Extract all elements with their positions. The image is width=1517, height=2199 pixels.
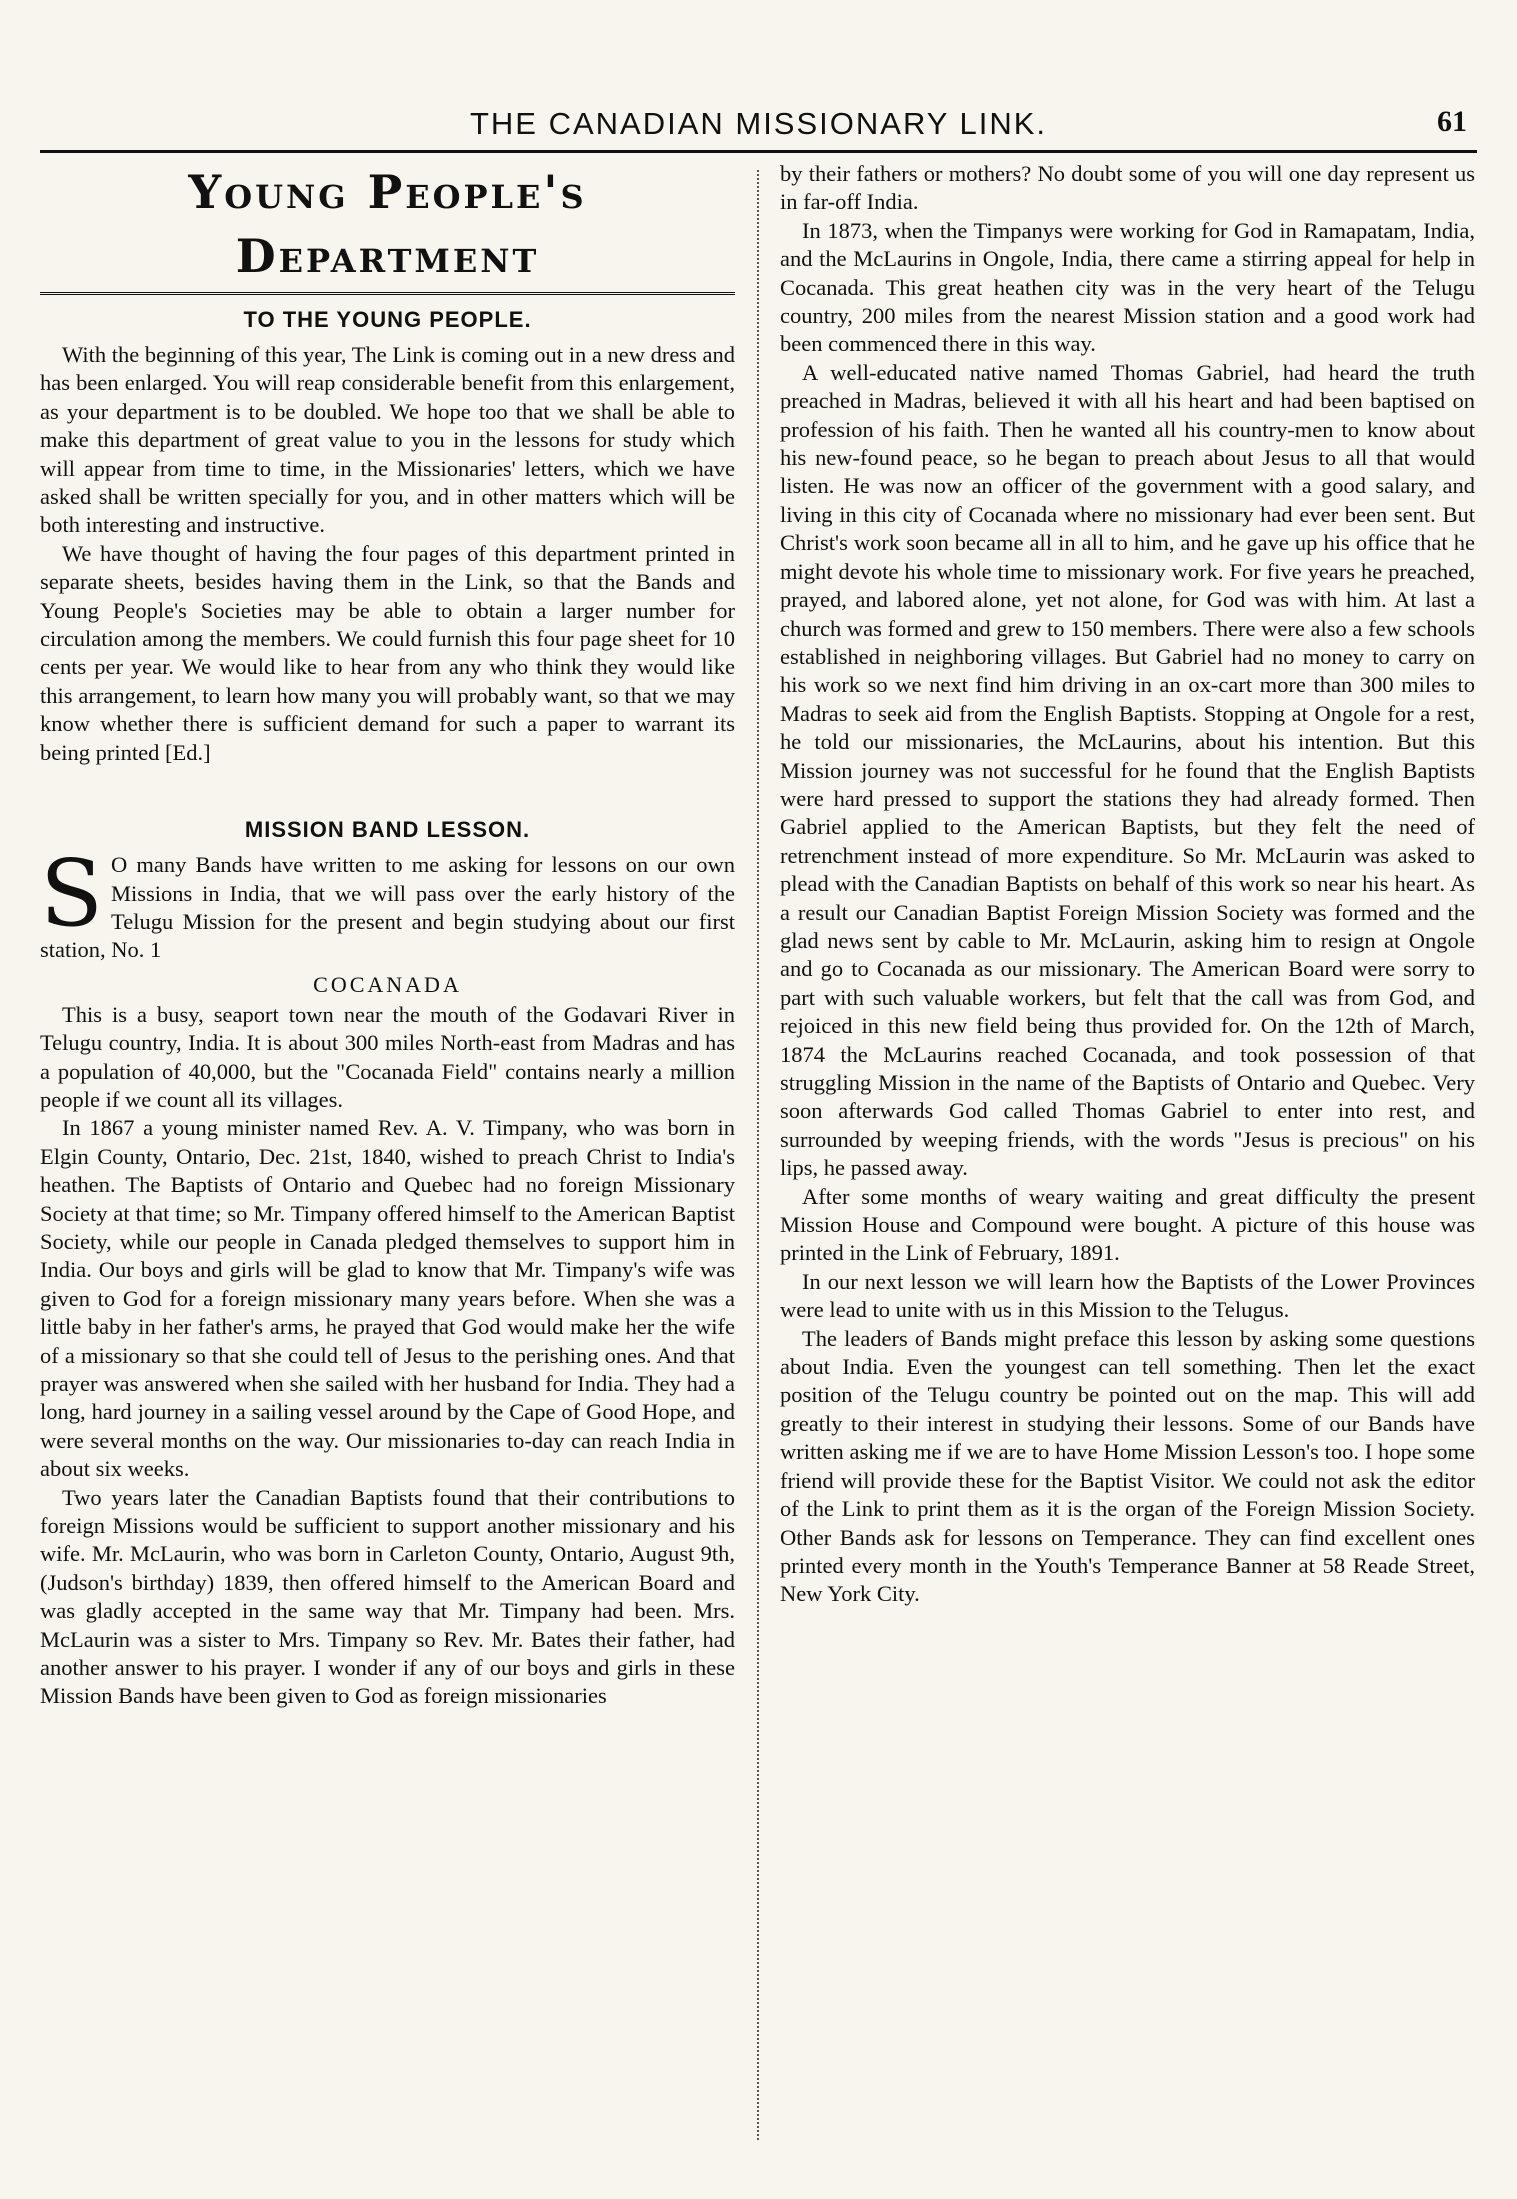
- intro-text: O many Bands have written to me asking for lessons on our own Missions in India, that we will pass over the early history of the Telugu Mission for the present and begin studying about our first station, No. 1: [40, 852, 735, 963]
- paragraph: In 1873, when the Timpanys were working for God in Ramapatam, India, and the McLaurins in Ongole, India, there came a stirring appeal for help in Cocanada. This great heathen city was in the very heart of the Telugu country, 200 miles from the nearest Mission station and a good work had been commenced there in this way.: [780, 217, 1475, 357]
- paragraph: This is a busy, seaport town near the mouth of the Godavari River in Telugu country, India. It is about 300 miles North-east from Madras and has a population of 40,000, but the "Cocanada Field" contains nearly a million people if we count all its villages.: [40, 1001, 735, 1112]
- journal-title: THE CANADIAN MISSIONARY LINK.: [469, 106, 1048, 141]
- paragraph: A well-educated native named Thomas Gabriel, had heard the truth preached in Madras, believed it with all his heart and had been baptised on profession of his faith. Then he wanted all his country-men to know about his new-found peace, so he began to preach about Jesus to all that would listen. He was now an officer of the government with a good salary, and living in this city of Cocanada where no missionary had ever been sent. But Christ's work soon became all in all to him, and he gave up his office that he might devote his whole time to missionary work. For five years he preached, prayed, and labored alone, yet not alone, for God was with him. At last a church was formed and grew to 150 members. There were also a few schools established in neighboring villages. But Gabriel had no money to carry on his work so we next find him driving in an ox-cart more than 300 miles to Madras to seek aid from the English Baptists. Stopping at Ongole for a rest, he told our missionaries, the McLaurins, about his intention. But this Mission journey was not successful for he found that the English Baptists were hard pressed to support the stations they had already formed. Then Gabriel applied to the American Baptists, but they felt the need of retrenchment instead of more expenditure. So Mr. McLaurin was asked to plead with the Canadian Baptists on behalf of this work so near his heart. As a result our Canadian Baptist Foreign Mission Society was formed and the glad news sent by cable to Mr. McLaurin, asking him to resign at Ongole and go to Cocanada as our missionary. The American Board were sorry to part with such valuable workers, but felt that the call was from God, and rejoiced in this new field being thus provided for. On the 12th of March, 1874 the McLaurins reached Cocanada, and took possession of that struggling Mission in the name of the Baptists of Ontario and Quebec. Very soon afterwards God called Thomas Gabriel to enter into rest, and surrounded by weeping friends, with the words "Jesus is precious" on his lips, he passed away.: [780, 359, 1475, 1181]
- paragraph: We have thought of having the four pages of this department printed in separate sheets, besides having them in the Link, so that the Bands and Young People's Societies may be able to obtain a larger number for circulation among the members. We could furnish this four page sheet for 10 cents per year. We would like to hear from any who think they would like this arrangement, to learn how many you will probably want, so that we may know whether there is sufficient demand for such a paper to warrant its being printed [Ed.]: [40, 540, 735, 765]
- section-title-young-people: TO THE YOUNG PEOPLE.: [243, 307, 532, 332]
- drop-cap: S: [40, 840, 104, 948]
- paragraph: After some months of weary waiting and great difficulty the present Mission House and Compound were bought. A picture of this house was printed in the Link of February, 1891.: [780, 1183, 1475, 1266]
- running-header: [40, 104, 1477, 150]
- paragraph: by their fathers or mothers? No doubt some of you will one day represent us in far-off India.: [780, 161, 1475, 215]
- section-title-mission-band-lesson: MISSION BAND LESSON.: [244, 817, 531, 843]
- department-rule: [40, 292, 735, 295]
- paragraph: Two years later the Canadian Baptists found that their contributions to foreign Missions would be sufficient to support another missionary and his wife. Mr. McLaurin, who was born in Carleton County, Ontario, August 9th, (Judson's birthday) 1839, then offered himself to the American Board and was gladly accepted in the same way that Mr. Timpany had been. Mrs. McLaurin was a sister to Mrs. Timpany so Rev. Mr. Bates their father, had another answer to his prayer. I wonder if any of our boys and girls in these Mission Bands have been given to God as foreign missionaries: [40, 1484, 735, 1709]
- paragraph: With the beginning of this year, The Link is coming out in a new dress and has been enlarged. You will reap considerable benefit from this enlargement, as your department is to be doubled. We hope too that we shall be able to make this department of great value to you in the lessons for study which will appear from time to time, in the Missionaries' letters, which we have asked shall be written specially for you, and in other matters which will be both interesting and instructive.: [40, 342, 735, 538]
- page-number: 61: [1437, 105, 1467, 138]
- paragraph: In 1867 a young minister named Rev. A. V. Timpany, who was born in Elgin County, Ontario, Dec. 21st, 1840, wished to preach Christ to India's heathen. The Baptists of Ontario and Quebec had no foreign Missionary Society at that time; so Mr. Timpany offered himself to the American Baptist Society, while our people in Canada pledged themselves to support him in India. Our boys and girls will be glad to know that Mr. Timpany's wife was given to God for a foreign missionary many years before. When she was a little baby in her father's arms, he prayed that God would make her the wife of a missionary so that she could tell of Jesus to the perishing ones. And that prayer was answered when she sailed with her husband for India. They had a long, hard journey in a sailing vessel around by the Cape of Good Hope, and were several months on the way. Our missionaries to-day can reach India in about six weeks.: [40, 1115, 735, 1482]
- paragraph: In our next lesson we will learn how the Baptists of the Lower Provinces were lead to unite with us in this Mission to the Telugus.: [780, 1268, 1475, 1323]
- column-divider: [757, 170, 759, 2140]
- paragraph: The leaders of Bands might preface this lesson by asking some questions about India. Even the youngest can tell something. Then let the exact position of the Telugu country be pointed out on the map. This will add greatly to their interest in studying their lessons. Some of our Bands have written asking me if we are to have Home Mission Lesson's too. I hope some friend will provide these for the Baptist Visitor. We could not ask the editor of the Link to print them as it is the organ of the Foreign Mission Society. Other Bands ask for lessons on Temperance. They can find excellent ones printed every month in the Youth's Temperance Banner at 58 Reade Street, New York City.: [780, 1325, 1475, 1607]
- department-title: Young People's Department: [188, 165, 587, 283]
- left-column: [40, 160, 735, 1711]
- subsection-title-cocanada: COCANADA: [313, 971, 462, 997]
- intro-paragraph: [40, 840, 735, 965]
- spacer: [40, 767, 735, 811]
- right-column: [780, 160, 1475, 1609]
- header-rule: [40, 150, 1477, 153]
